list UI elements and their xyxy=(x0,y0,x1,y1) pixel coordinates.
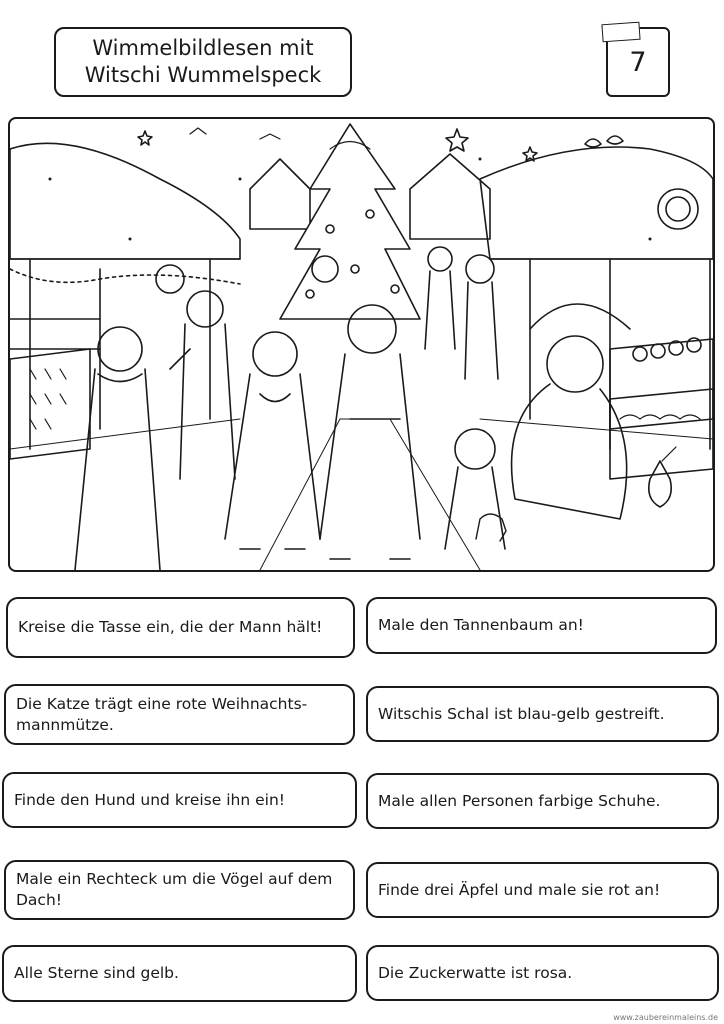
task-text: Finde den Hund und kreise ihn ein! xyxy=(14,790,285,809)
task-card xyxy=(2,772,357,828)
title-line-1: Wimmelbildlesen mit xyxy=(92,36,314,60)
task-card xyxy=(6,597,355,658)
task-text: Kreise die Tasse ein, die der Mann hält! xyxy=(18,618,323,636)
task-text: Witschis Schal ist blau-gelb gestreift. xyxy=(378,704,665,723)
task-card xyxy=(2,945,357,1002)
task-card xyxy=(366,686,719,742)
worksheet-title xyxy=(54,27,352,97)
task-card xyxy=(366,862,719,918)
task-text: Male ein Rechteck um die Vögel auf dem Dach! xyxy=(16,870,333,909)
page-number-box xyxy=(606,27,670,97)
cat xyxy=(649,461,672,507)
task-text: Male allen Personen farbige Schuhe. xyxy=(378,791,661,810)
task-card xyxy=(4,684,355,745)
task-card xyxy=(366,945,719,1001)
tape-decoration xyxy=(601,22,640,43)
task-card xyxy=(366,773,719,829)
christmas-market-illustration xyxy=(8,117,715,572)
right-stall-roof xyxy=(480,147,713,259)
task-card xyxy=(366,597,717,654)
task-text: Die Katze trägt eine rote Weihnachts-mannmütze. xyxy=(16,694,308,734)
page-number: 7 xyxy=(629,46,647,78)
task-text: Finde drei Äpfel und male sie rot an! xyxy=(378,880,661,899)
task-card xyxy=(4,860,355,920)
task-text: Male den Tannenbaum an! xyxy=(378,616,584,634)
footer-website: www.zaubereinmaleins.de xyxy=(613,1013,718,1022)
task-text: Alle Sterne sind gelb. xyxy=(14,964,179,982)
task-text: Die Zuckerwatte ist rosa. xyxy=(378,963,573,982)
title-line-2: Witschi Wummelspeck xyxy=(84,63,322,87)
left-stall-roof xyxy=(10,143,240,259)
